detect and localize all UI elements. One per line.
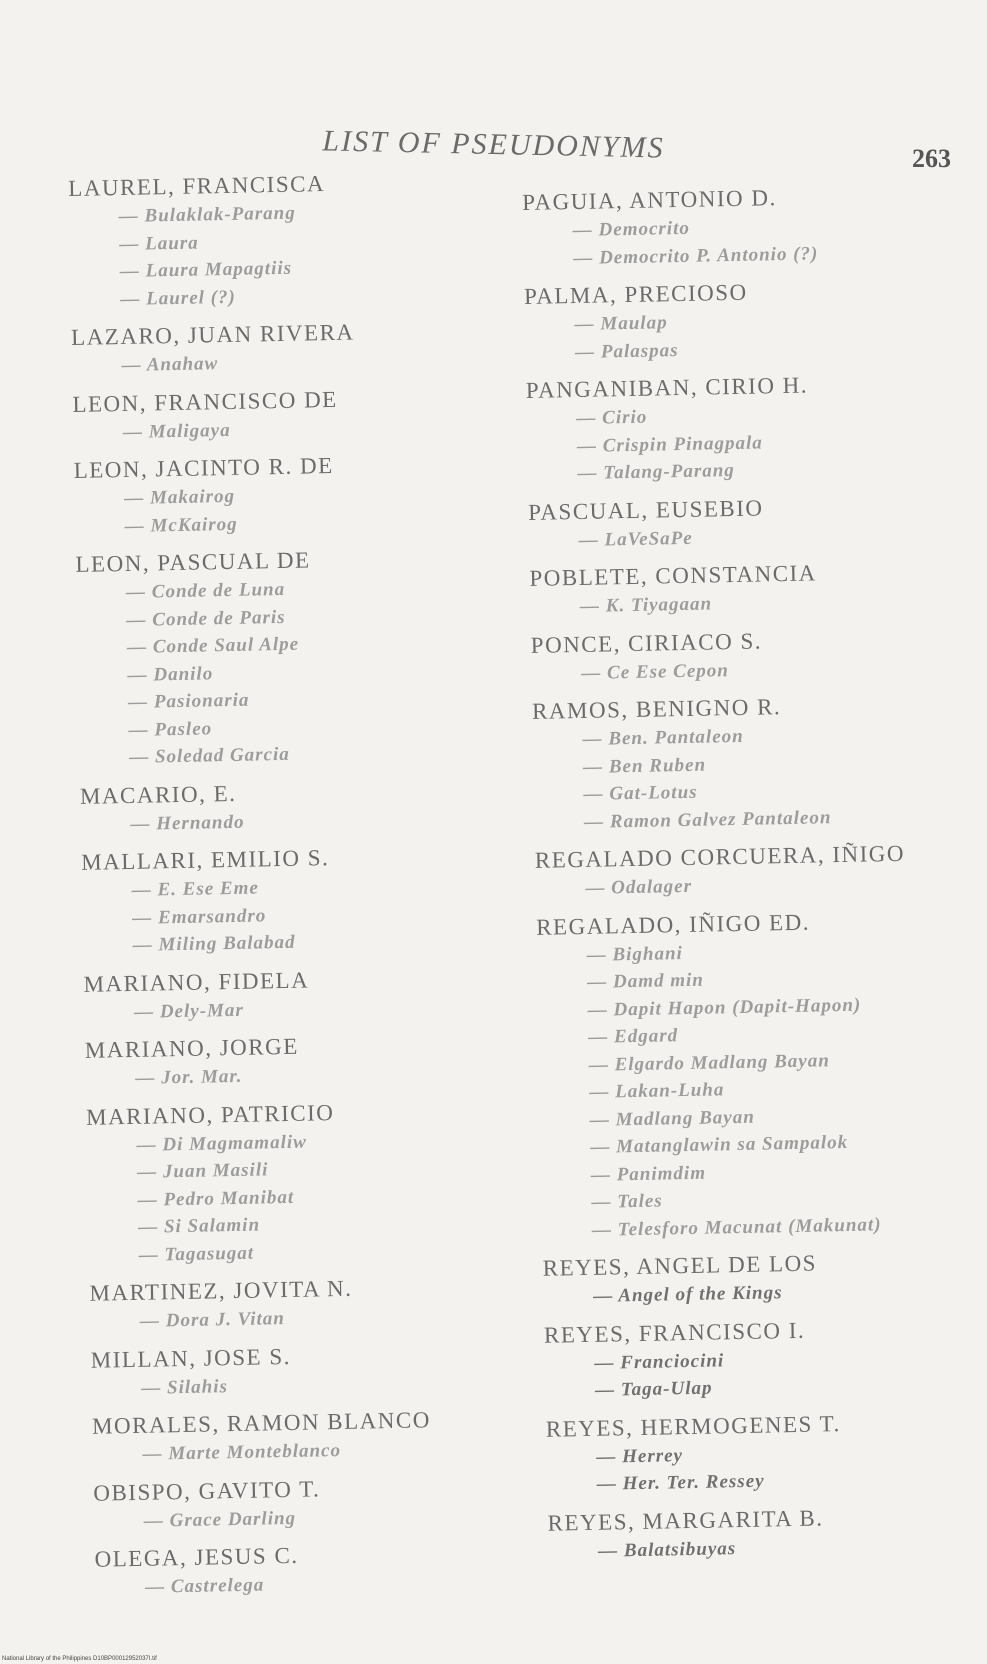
pseudonym-alias: — Grace Darling bbox=[143, 1507, 297, 1532]
author-name: MARIANO, PATRICIO bbox=[85, 1099, 335, 1130]
pseudonym-entry bbox=[73, 448, 515, 541]
scan-footer: National Library of the Philippines D10BP00012952037I.tif bbox=[2, 1656, 157, 1662]
pseudonym-alias: — Silahis bbox=[141, 1375, 229, 1399]
pseudonym-alias: — Talang-Parang bbox=[577, 459, 736, 484]
author-name: REGALADO, IÑIGO ED. bbox=[535, 909, 811, 940]
pseudonym-alias: — LaVeSaPe bbox=[578, 527, 693, 551]
author-name: REGALADO CORCUERA, IÑIGO bbox=[534, 840, 906, 873]
pseudonym-entry bbox=[524, 274, 966, 367]
pseudonym-entry bbox=[542, 1245, 983, 1311]
pseudonym-alias: — Danilo bbox=[127, 662, 214, 686]
pseudonym-entry bbox=[93, 1470, 534, 1536]
pseudonym-alias: — Bighani bbox=[586, 942, 684, 966]
pseudonym-alias: — Edgard bbox=[588, 1025, 679, 1048]
pseudonym-alias: — Tagasugat bbox=[138, 1242, 255, 1266]
pseudonym-alias: — Damd min bbox=[587, 969, 705, 993]
pseudonym-alias: — Castrelega bbox=[144, 1574, 265, 1598]
pseudonym-alias: — Di Magmamaliw bbox=[136, 1131, 308, 1156]
pseudonym-alias: — Si Salamin bbox=[138, 1214, 261, 1238]
pseudonym-entry bbox=[90, 1337, 531, 1403]
pseudonym-entry bbox=[71, 315, 512, 381]
author-name: REYES, HERMOGENES T. bbox=[545, 1410, 841, 1442]
author-name: PONCE, CIRIACO S. bbox=[530, 627, 763, 658]
author-name: MARTINEZ, JOVITA N. bbox=[89, 1275, 353, 1306]
page-number: 263 bbox=[912, 144, 951, 173]
pseudonym-entry bbox=[529, 555, 970, 621]
pseudonym-alias: — Maulap bbox=[574, 312, 668, 336]
pseudonym-alias: — Elgardo Madlang Bayan bbox=[588, 1049, 831, 1076]
pseudonym-alias: — Pasleo bbox=[128, 717, 213, 741]
author-name: LAZARO, JUAN RIVERA bbox=[70, 319, 355, 350]
pseudonym-entry bbox=[86, 1094, 529, 1270]
pseudonym-alias: — Taga-Ulap bbox=[594, 1377, 713, 1401]
pseudonym-alias: — Laura Mapagtiis bbox=[119, 257, 293, 283]
pseudonym-alias: — Crispin Pinagpala bbox=[576, 431, 763, 457]
pseudonym-alias: — Anahaw bbox=[121, 353, 219, 377]
pseudonym-alias: — Democrito bbox=[572, 217, 691, 242]
pseudonym-alias: — Telesforo Macunat (Makunat) bbox=[591, 1213, 882, 1241]
pseudonym-alias: — Pasionaria bbox=[127, 689, 250, 713]
author-name: MILLAN, JOSE S. bbox=[90, 1343, 292, 1373]
pseudonym-alias: — Dely-Mar bbox=[133, 999, 245, 1023]
pseudonym-alias: — Miling Balabad bbox=[132, 931, 296, 956]
pseudonym-alias: — Makairog bbox=[124, 485, 236, 509]
author-name: POBLETE, CONSTANCIA bbox=[529, 560, 818, 591]
author-name: LAUREL, FRANCISCA bbox=[68, 171, 326, 201]
pseudonym-alias: — Balatsibuyas bbox=[597, 1537, 737, 1562]
author-name: MACARIO, E. bbox=[79, 780, 237, 809]
pseudonym-entry bbox=[80, 773, 521, 839]
pseudonym-entry bbox=[85, 1027, 526, 1093]
pseudonym-alias: — Odalager bbox=[585, 875, 693, 899]
author-name: OBISPO, GAVITO T. bbox=[93, 1475, 321, 1506]
pseudonym-alias: — Conde de Paris bbox=[126, 606, 286, 631]
pseudonym-entry bbox=[536, 904, 982, 1245]
author-name: PASCUAL, EUSEBIO bbox=[527, 494, 764, 525]
pseudonym-alias: — Marte Monteblanco bbox=[142, 1439, 342, 1465]
pseudonym-alias: — Angel of the Kings bbox=[593, 1282, 783, 1307]
pseudonym-entry bbox=[68, 166, 511, 314]
pseudonym-entry bbox=[530, 622, 971, 688]
pseudonym-entry bbox=[532, 688, 975, 836]
left-column bbox=[68, 166, 536, 1612]
pseudonym-alias: — Cirio bbox=[576, 406, 648, 429]
author-name: OLEGA, JESUS C. bbox=[94, 1542, 299, 1572]
pseudonym-alias: — K. Tiyagaan bbox=[579, 593, 713, 617]
pseudonym-entry bbox=[81, 839, 523, 960]
pseudonym-alias: — McKairog bbox=[124, 513, 238, 537]
pseudonym-entry bbox=[547, 1500, 987, 1566]
pseudonym-entry bbox=[94, 1536, 535, 1602]
pseudonym-entry bbox=[72, 381, 513, 447]
page-title: LIST OF PSEUDONYMS bbox=[322, 124, 665, 165]
pseudonym-entry bbox=[89, 1270, 530, 1336]
author-name: RAMOS, BENIGNO R. bbox=[531, 694, 782, 724]
author-name: PALMA, PRECIOSO bbox=[523, 279, 748, 309]
author-name: REYES, MARGARITA B. bbox=[547, 1504, 824, 1536]
pseudonym-alias: — Franciocini bbox=[594, 1349, 725, 1374]
author-name: MORALES, RAMON BLANCO bbox=[91, 1407, 432, 1439]
author-name: MARIANO, FIDELA bbox=[83, 967, 310, 997]
author-name: MALLARI, EMILIO S. bbox=[80, 845, 330, 875]
pseudonym-alias: — Palaspas bbox=[574, 339, 679, 363]
pseudonym-alias: — Laura bbox=[119, 232, 199, 255]
pseudonym-alias: — Dapit Hapon (Dapit-Hapon) bbox=[587, 994, 862, 1021]
pseudonym-alias: — Pedro Manibat bbox=[137, 1186, 295, 1211]
pseudonym-alias: — Laurel (?) bbox=[120, 286, 237, 310]
author-name: LEON, FRANCISCO DE bbox=[72, 386, 338, 417]
pseudonym-alias: — Gat-Lotus bbox=[583, 781, 698, 805]
pseudonym-alias: — Tales bbox=[591, 1190, 663, 1213]
pseudonym-alias: — Madlang Bayan bbox=[589, 1106, 755, 1131]
pseudonym-alias: — Maligaya bbox=[122, 419, 231, 443]
pseudonym-entry bbox=[92, 1403, 533, 1469]
author-name: LEON, JACINTO R. DE bbox=[73, 452, 334, 483]
author-name: PAGUIA, ANTONIO D. bbox=[522, 185, 777, 215]
pseudonym-alias: — Jor. Mar. bbox=[135, 1065, 243, 1089]
pseudonym-alias: — Conde de Luna bbox=[125, 578, 286, 603]
pseudonym-entry bbox=[528, 489, 969, 555]
author-name: PANGANIBAN, CIRIO H. bbox=[525, 372, 809, 403]
pseudonym-entry bbox=[535, 837, 976, 903]
author-name: MARIANO, JORGE bbox=[84, 1033, 299, 1063]
pseudonym-alias: — Hernando bbox=[130, 811, 245, 835]
author-name: LEON, PASCUAL DE bbox=[75, 547, 311, 577]
pseudonym-entry bbox=[526, 368, 968, 489]
pseudonym-entry bbox=[544, 1312, 986, 1405]
pseudonym-alias: — Ramon Galvez Pantaleon bbox=[583, 806, 832, 833]
pseudonym-entry bbox=[522, 180, 964, 273]
pseudonym-alias: — Lakan-Luha bbox=[589, 1079, 725, 1103]
pseudonym-alias: — E. Ese Eme bbox=[131, 877, 260, 901]
pseudonym-alias: — Dora J. Vitan bbox=[139, 1308, 286, 1332]
pseudonym-alias: — Ben Ruben bbox=[582, 754, 707, 778]
pseudonym-alias: — Herrey bbox=[596, 1444, 684, 1468]
pseudonym-alias: — Emarsandro bbox=[132, 904, 267, 929]
pseudonym-entry bbox=[75, 541, 519, 772]
pseudonym-entry bbox=[546, 1406, 987, 1499]
pseudonym-alias: — Soledad Garcia bbox=[129, 743, 290, 768]
pseudonym-alias: — Democrito P. Antonio (?) bbox=[573, 242, 819, 269]
pseudonym-alias: — Bulaklak-Parang bbox=[118, 202, 296, 228]
pseudonym-alias: — Panimdim bbox=[590, 1162, 707, 1186]
right-column bbox=[522, 180, 987, 1575]
pseudonym-alias: — Juan Masili bbox=[136, 1159, 269, 1183]
author-name: REYES, FRANCISCO I. bbox=[543, 1317, 806, 1348]
pseudonym-alias: — Conde Saul Alpe bbox=[126, 633, 300, 658]
pseudonym-entry bbox=[83, 961, 524, 1027]
pseudonym-alias: — Matanglawin sa Sampalok bbox=[590, 1131, 849, 1158]
pseudonym-alias: — Her. Ter. Ressey bbox=[596, 1470, 765, 1495]
pseudonym-alias: — Ce Ese Cepon bbox=[581, 659, 730, 684]
pseudonym-alias: — Ben. Pantaleon bbox=[582, 725, 744, 750]
author-name: REYES, ANGEL DE LOS bbox=[542, 1250, 818, 1281]
